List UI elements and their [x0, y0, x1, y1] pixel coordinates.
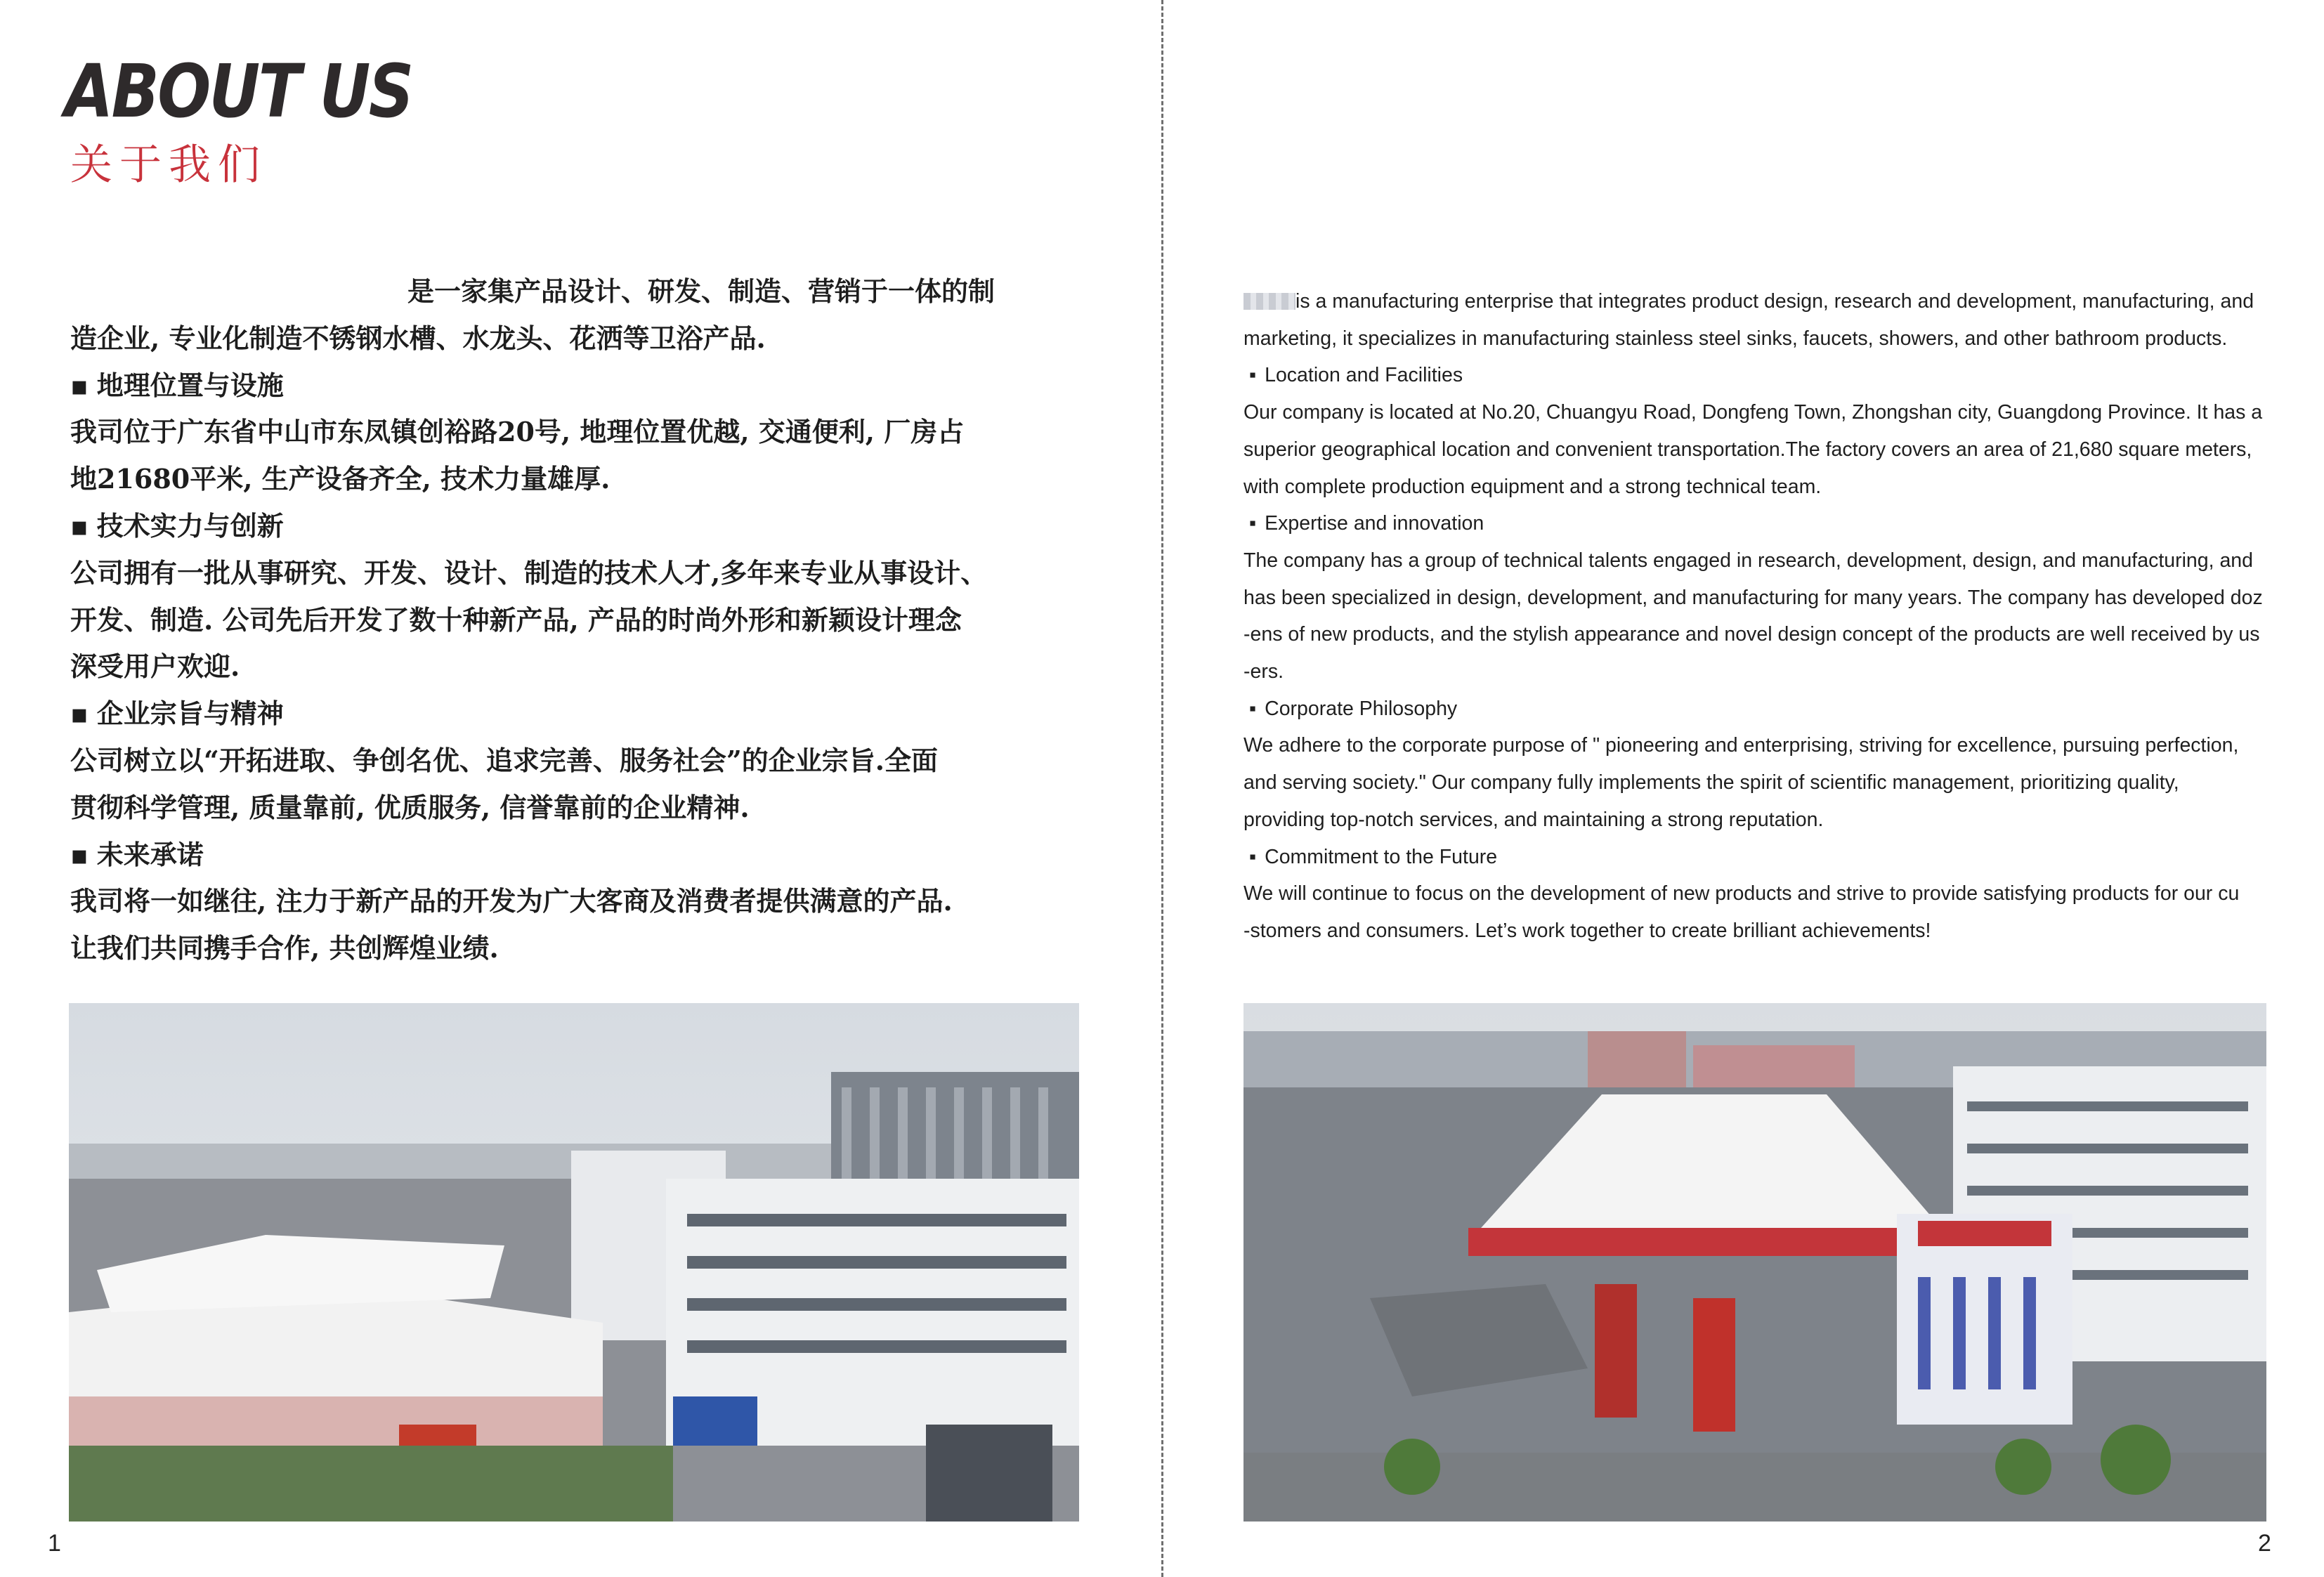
cn-line: 贯彻科学管理, 质量靠前, 优质服务, 信誉靠前的企业精神.	[70, 791, 750, 823]
en-line: We will continue to focus on the development of new products and strive to provide satisfying products for our cu	[1243, 882, 2240, 905]
en-line: -stomers and consumers. Let’s work together to create brilliant achievements!	[1243, 919, 1931, 942]
cn-section-heading: ▪ 未来承诺	[70, 832, 1124, 879]
en-section-heading: ▪ Commitment to the Future	[1243, 839, 2255, 876]
cn-line: 开发、制造. 公司先后开发了数十种新产品, 产品的时尚外形和新颖设计理念	[70, 603, 962, 636]
right-page	[1163, 0, 2324, 1577]
english-body-text	[1243, 283, 2263, 950]
en-section-heading: ▪ Expertise and innovation	[1243, 505, 2255, 542]
left-page	[0, 0, 1161, 1577]
en-line: providing top-notch services, and maintaining a strong reputation.	[1243, 808, 1824, 831]
en-line: marketing, it specializes in manufacturing stainless steel sinks, faucets, showers, and other bathroom products.	[1243, 327, 2228, 350]
chinese-body-text	[70, 268, 1124, 972]
page-number: 1	[48, 1530, 61, 1557]
factory-aerial-photo-right	[1243, 1003, 2266, 1522]
en-line-text: is a manufacturing enterprise that integrates product design, research and development, manufacturing, and	[1295, 290, 2254, 313]
en-line: superior geographical location and convenient transportation.The factory covers an area of 21,680 square meters,	[1243, 438, 2252, 461]
en-line: has been specialized in design, development, and manufacturing for many years. The company has developed doz	[1243, 586, 2263, 609]
en-line: -ers.	[1243, 660, 1284, 683]
en-line: We adhere to the corporate purpose of " pioneering and enterprising, striving for excellence, pursuing perfection,	[1243, 734, 2239, 757]
page-title-cn: 关于我们	[70, 140, 267, 190]
cn-line: 我司位于广东省中山市东凤镇创裕路20号, 地理位置优越, 交通便利, 厂房占	[70, 416, 965, 448]
en-line: and serving society." Our company fully implements the spirit of scientific management, prioritizing quality,	[1243, 771, 2179, 794]
en-line: with complete production equipment and a strong technical team.	[1243, 475, 1822, 498]
cn-line: 是一家集产品设计、研发、制造、营销于一体的制	[407, 275, 995, 307]
page-title-en: ABOUT US	[65, 48, 412, 134]
cn-section-heading: ▪ 技术实力与创新	[70, 503, 1124, 550]
en-section-heading: ▪ Location and Facilities	[1243, 357, 2255, 394]
cn-line: 地21680平米, 生产设备齐全, 技术力量雄厚.	[70, 463, 611, 495]
en-section-heading: ▪ Corporate Philosophy	[1243, 691, 2255, 728]
factory-photo-illustration	[69, 1003, 1079, 1522]
cn-line: 深受用户欢迎.	[70, 650, 240, 683]
cn-section-heading: ▪ 地理位置与设施	[70, 362, 1124, 410]
cn-line: 公司树立以“开拓进取、争创名优、追求完善、服务社会”的企业宗旨.全面	[70, 744, 938, 776]
page-number: 2	[2258, 1530, 2271, 1557]
cn-line: 造企业, 专业化制造不锈钢水槽、水龙头、花洒等卫浴产品.	[70, 322, 766, 354]
cn-line: 我司将一如继往, 注力于新产品的开发为广大客商及消费者提供满意的产品.	[70, 885, 953, 917]
blurred-company-name	[1243, 293, 1295, 310]
cn-line: 公司拥有一批从事研究、开发、设计、制造的技术人才,多年来专业从事设计、	[70, 556, 988, 589]
factory-photo-illustration	[1243, 1003, 2266, 1522]
en-line: -ens of new products, and the stylish appearance and novel design concept of the products are well received by us	[1243, 623, 2260, 646]
factory-aerial-photo-left	[69, 1003, 1079, 1522]
en-line: The company has a group of technical talents engaged in research, development, design, and manufacturing, and	[1243, 549, 2254, 572]
cn-section-heading: ▪ 企业宗旨与精神	[70, 691, 1124, 738]
en-line	[1243, 283, 2255, 320]
en-line: Our company is located at No.20, Chuangyu Road, Dongfeng Town, Zhongshan city, Guangdong Province. It has a	[1243, 401, 2263, 424]
cn-line: 让我们共同携手合作, 共创辉煌业绩.	[70, 932, 499, 964]
